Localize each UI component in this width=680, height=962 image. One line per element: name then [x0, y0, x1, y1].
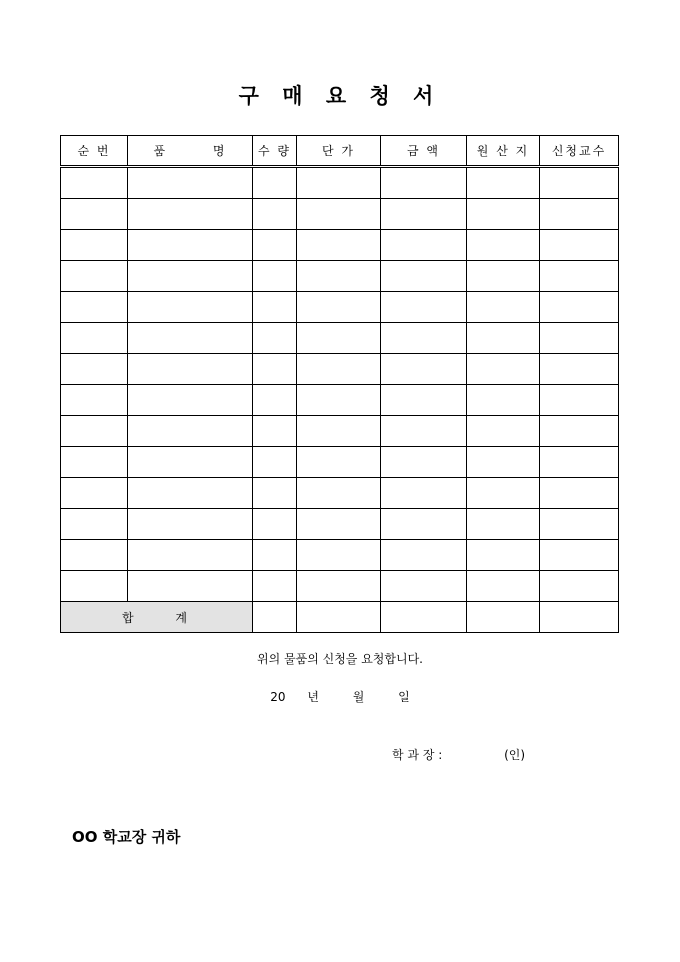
- header-requesting-professor: 신청교수: [540, 136, 619, 167]
- cell-quantity[interactable]: [253, 199, 297, 230]
- cell-amount[interactable]: [381, 230, 467, 261]
- cell-professor[interactable]: [540, 354, 619, 385]
- cell-unit-price[interactable]: [297, 261, 381, 292]
- cell-serial[interactable]: [61, 323, 128, 354]
- cell-unit-price[interactable]: [297, 416, 381, 447]
- cell-quantity[interactable]: [253, 416, 297, 447]
- cell-quantity[interactable]: [253, 571, 297, 602]
- cell-serial[interactable]: [61, 385, 128, 416]
- cell-item-name[interactable]: [128, 447, 253, 478]
- cell-serial[interactable]: [61, 416, 128, 447]
- cell-item-name[interactable]: [128, 416, 253, 447]
- cell-origin[interactable]: [467, 540, 540, 571]
- header-quantity: 수 량: [253, 136, 297, 167]
- cell-amount[interactable]: [381, 416, 467, 447]
- cell-unit-price[interactable]: [297, 323, 381, 354]
- total-origin-cell[interactable]: [467, 602, 540, 633]
- date-day-unit: 일: [398, 690, 410, 704]
- cell-unit-price[interactable]: [297, 199, 381, 230]
- cell-quantity[interactable]: [253, 230, 297, 261]
- cell-serial[interactable]: [61, 261, 128, 292]
- header-unit-price: 단 가: [297, 136, 381, 167]
- header-serial-number: 순 번: [61, 136, 128, 167]
- cell-serial[interactable]: [61, 167, 128, 199]
- cell-amount[interactable]: [381, 385, 467, 416]
- date-year-prefix: 20: [270, 690, 286, 704]
- cell-quantity[interactable]: [253, 540, 297, 571]
- header-amount: 금 액: [381, 136, 467, 167]
- cell-quantity[interactable]: [253, 385, 297, 416]
- cell-professor[interactable]: [540, 540, 619, 571]
- cell-item-name[interactable]: [128, 292, 253, 323]
- table-row: [61, 323, 619, 354]
- total-quantity-cell[interactable]: [253, 602, 297, 633]
- cell-professor[interactable]: [540, 261, 619, 292]
- cell-unit-price[interactable]: [297, 385, 381, 416]
- cell-professor[interactable]: [540, 167, 619, 199]
- cell-professor[interactable]: [540, 478, 619, 509]
- cell-item-name[interactable]: [128, 167, 253, 199]
- cell-professor[interactable]: [540, 416, 619, 447]
- cell-professor[interactable]: [540, 447, 619, 478]
- cell-origin[interactable]: [467, 416, 540, 447]
- seal-mark: (인): [504, 748, 526, 762]
- table-row: [61, 354, 619, 385]
- cell-professor[interactable]: [540, 292, 619, 323]
- cell-serial[interactable]: [61, 230, 128, 261]
- table-row: [61, 230, 619, 261]
- cell-quantity[interactable]: [253, 292, 297, 323]
- table-row: [61, 509, 619, 540]
- cell-item-name[interactable]: [128, 323, 253, 354]
- cell-amount[interactable]: [381, 199, 467, 230]
- table-header-row: [61, 136, 619, 167]
- cell-item-name[interactable]: [128, 230, 253, 261]
- cell-professor[interactable]: [540, 509, 619, 540]
- cell-origin[interactable]: [467, 385, 540, 416]
- cell-professor[interactable]: [540, 385, 619, 416]
- cell-origin[interactable]: [467, 167, 540, 199]
- cell-serial[interactable]: [61, 199, 128, 230]
- table-row: [61, 447, 619, 478]
- cell-professor[interactable]: [540, 199, 619, 230]
- cell-serial[interactable]: [61, 447, 128, 478]
- table-row: [61, 416, 619, 447]
- cell-unit-price[interactable]: [297, 354, 381, 385]
- cell-unit-price[interactable]: [297, 571, 381, 602]
- document-title: 구 매 요 청 서: [238, 83, 442, 108]
- cell-amount[interactable]: [381, 292, 467, 323]
- cell-professor[interactable]: [540, 323, 619, 354]
- request-statement: 위의 물품의 신청을 요청합니다.: [257, 652, 423, 666]
- cell-amount[interactable]: [381, 447, 467, 478]
- header-origin: 원 산 지: [467, 136, 540, 167]
- cell-item-name[interactable]: [128, 571, 253, 602]
- addressee: OO 학교장 귀하: [72, 828, 181, 846]
- table-row: [61, 292, 619, 323]
- cell-professor[interactable]: [540, 571, 619, 602]
- cell-serial[interactable]: [61, 509, 128, 540]
- cell-quantity[interactable]: [253, 354, 297, 385]
- cell-origin[interactable]: [467, 199, 540, 230]
- cell-amount[interactable]: [381, 167, 467, 199]
- cell-serial[interactable]: [61, 292, 128, 323]
- department-head-line: [392, 746, 525, 763]
- table-row: [61, 571, 619, 602]
- cell-quantity[interactable]: [253, 167, 297, 199]
- date-year-unit: 년: [307, 690, 319, 704]
- cell-unit-price[interactable]: [297, 540, 381, 571]
- cell-item-name[interactable]: [128, 540, 253, 571]
- total-amount-cell[interactable]: [381, 602, 467, 633]
- cell-amount[interactable]: [381, 261, 467, 292]
- cell-unit-price[interactable]: [297, 230, 381, 261]
- cell-professor[interactable]: [540, 230, 619, 261]
- cell-item-name[interactable]: [128, 261, 253, 292]
- table-row: [61, 199, 619, 230]
- purchase-request-table: [60, 135, 619, 633]
- cell-origin[interactable]: [467, 292, 540, 323]
- table-row: [61, 540, 619, 571]
- date-line: [0, 688, 680, 705]
- total-unit-price-cell[interactable]: [297, 602, 381, 633]
- cell-quantity[interactable]: [253, 478, 297, 509]
- cell-origin[interactable]: [467, 230, 540, 261]
- cell-origin[interactable]: [467, 447, 540, 478]
- cell-amount[interactable]: [381, 509, 467, 540]
- cell-unit-price[interactable]: [297, 509, 381, 540]
- cell-item-name[interactable]: [128, 354, 253, 385]
- cell-serial[interactable]: [61, 540, 128, 571]
- cell-unit-price[interactable]: [297, 447, 381, 478]
- table-body: [61, 167, 619, 602]
- cell-serial[interactable]: [61, 478, 128, 509]
- cell-amount[interactable]: [381, 571, 467, 602]
- cell-item-name[interactable]: [128, 509, 253, 540]
- total-row: [61, 602, 619, 633]
- cell-origin[interactable]: [467, 261, 540, 292]
- table-row: [61, 478, 619, 509]
- cell-quantity[interactable]: [253, 323, 297, 354]
- table-row: [61, 385, 619, 416]
- cell-item-name[interactable]: [128, 385, 253, 416]
- cell-origin[interactable]: [467, 323, 540, 354]
- cell-amount[interactable]: [381, 540, 467, 571]
- header-item-name: 품 명: [128, 136, 253, 167]
- cell-origin[interactable]: [467, 571, 540, 602]
- table-row: [61, 167, 619, 199]
- cell-quantity[interactable]: [253, 447, 297, 478]
- table-row: [61, 261, 619, 292]
- cell-serial[interactable]: [61, 571, 128, 602]
- cell-serial[interactable]: [61, 354, 128, 385]
- department-head-label: 학 과 장 :: [392, 748, 443, 762]
- cell-origin[interactable]: [467, 509, 540, 540]
- cell-unit-price[interactable]: [297, 167, 381, 199]
- cell-quantity[interactable]: [253, 509, 297, 540]
- cell-unit-price[interactable]: [297, 478, 381, 509]
- cell-item-name[interactable]: [128, 478, 253, 509]
- cell-item-name[interactable]: [128, 199, 253, 230]
- cell-amount[interactable]: [381, 478, 467, 509]
- cell-amount[interactable]: [381, 323, 467, 354]
- cell-unit-price[interactable]: [297, 292, 381, 323]
- cell-origin[interactable]: [467, 354, 540, 385]
- date-month-unit: 월: [352, 690, 365, 704]
- cell-origin[interactable]: [467, 478, 540, 509]
- total-label: 합 계: [61, 602, 253, 633]
- total-professor-cell[interactable]: [540, 602, 619, 633]
- cell-quantity[interactable]: [253, 261, 297, 292]
- cell-amount[interactable]: [381, 354, 467, 385]
